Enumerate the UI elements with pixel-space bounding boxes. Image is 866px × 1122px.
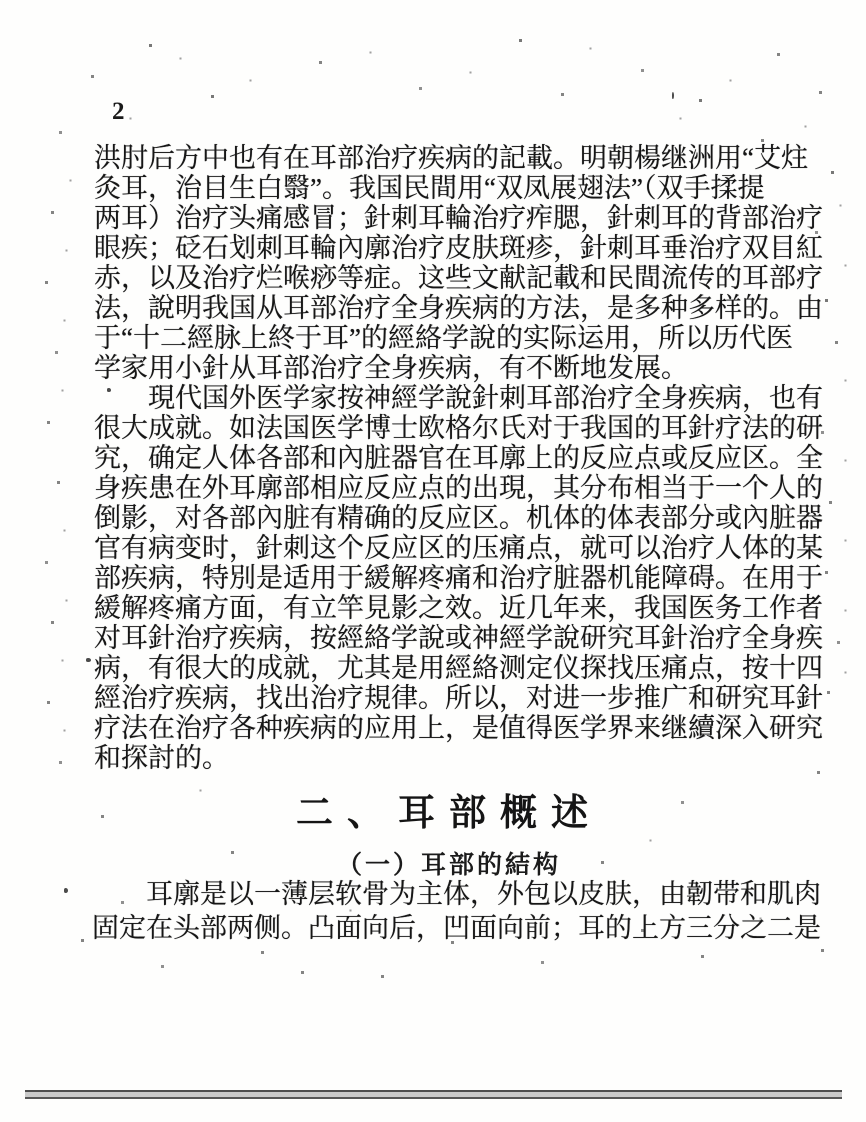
text-line: 緩解疼痛方面，有立竿見影之效。近几年来，我国医务工作者 — [94, 593, 823, 623]
ink-smudge — [672, 92, 674, 99]
text-line: 很大成就。如法国医学博士欧格尔氏对于我国的耳針疗法的研 — [94, 413, 823, 443]
text-line: 倒影，对各部內脏有精确的反应区。机体的体表部分或內脏器 — [94, 503, 823, 533]
scan-noise-layer-2 — [0, 0, 1, 1]
text-line: 部疾病，特別是适用于緩解疼痛和治疗脏器机能障碍。在用于 — [94, 563, 823, 593]
section-paragraph — [92, 877, 821, 945]
section-heading: 二、耳部概述 — [296, 793, 602, 834]
text-line: 官有病变时，針刺这个反应区的压痛点，就可以治疗人体的某 — [94, 533, 823, 563]
page-bottom-rule — [25, 1090, 842, 1099]
text-line: 和探討的。 — [94, 743, 229, 773]
subsection-heading: （一）耳部的結构 — [336, 852, 561, 879]
text-line: 学家用小針从耳部治疗全身疾病，有不断地发展。 — [94, 353, 688, 383]
text-line: 眼疾；砭石划刺耳輪內廓治疗皮肤斑疹，針刺耳垂治疗双目紅 — [94, 233, 823, 263]
text-line: 經治疗疾病，找出治疗規律。所以，对进一步推广和研究耳針 — [94, 683, 823, 713]
text-line: 病，有很大的成就，尤其是用經絡测定仪探找压痛点，按十四 — [94, 653, 823, 683]
text-line: 疗法在治疗各种疾病的应用上，是值得医学界来继續深入研究 — [94, 713, 823, 743]
text-line: 法，說明我国从耳部治疗全身疾病的方法，是多种多样的。由 — [94, 293, 823, 323]
text-line: 耳廓是以一薄层软骨为主体，外包以皮肤，由韌带和肌肉 — [146, 879, 821, 909]
text-line: 两耳）治疗头痛感冒；針刺耳輪治疗痄腮，針刺耳的背部治疗 — [94, 203, 823, 233]
text-line: 身疾患在外耳廓部相应反应点的出現，其分布相当于一个人的 — [94, 473, 823, 503]
text-line: 現代国外医学家按神經学說針刺耳部治疗全身疾病，也有 — [148, 383, 823, 413]
text-line: 究，确定人体各部和內脏器官在耳廓上的反应点或反应区。全 — [94, 443, 823, 473]
ink-smudge — [86, 658, 91, 662]
text-line: 灸耳，治目生白翳”。我国民間用“双凤展翅法”（双手揉提 — [94, 173, 765, 203]
ink-smudge — [64, 888, 68, 893]
text-line: 固定在头部两侧。凸面向后，凹面向前；耳的上方三分之二是 — [92, 913, 821, 943]
text-line: 于“十二經脉上終于耳”的經絡学說的实际运用，所以历代医 — [94, 323, 793, 353]
text-line: 对耳針治疗疾病，按經絡学說或神經学說研究耳針治疗全身疾 — [94, 623, 823, 653]
text-line: 洪肘后方中也有在耳部治疗疾病的記載。明朝楊继洲用“艾炷 — [94, 143, 808, 173]
text-line: 赤，以及治疗烂喉痧等症。这些文献記載和民間流传的耳部疗 — [94, 263, 823, 293]
body-text-column — [94, 143, 823, 773]
page-number: 2 — [112, 98, 125, 125]
